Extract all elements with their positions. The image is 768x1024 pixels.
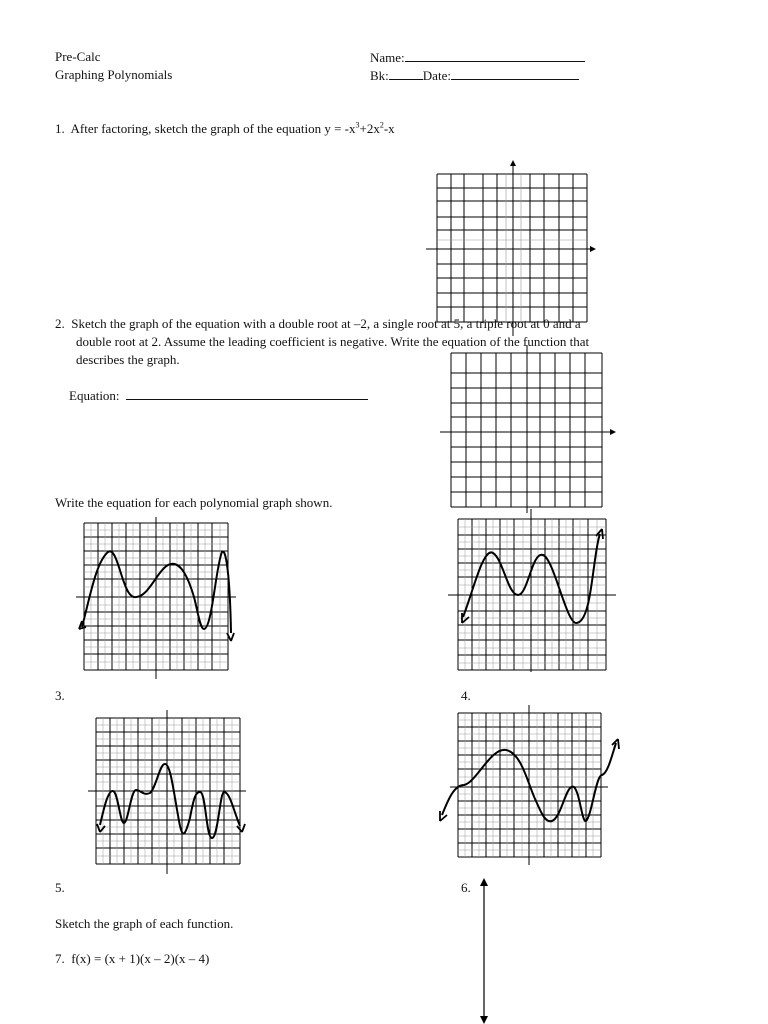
graph-6 bbox=[436, 705, 626, 865]
topic-label: Graphing Polynomials bbox=[55, 67, 173, 82]
name-label: Name: bbox=[370, 50, 405, 65]
q1-exp2: 2 bbox=[379, 120, 384, 130]
q2-number: 2. bbox=[55, 316, 65, 331]
date-label: Date: bbox=[422, 68, 451, 83]
name-blank bbox=[405, 49, 585, 62]
q1-suffix: -x bbox=[383, 121, 395, 136]
bk-blank bbox=[389, 67, 423, 80]
graph-5 bbox=[88, 708, 248, 876]
date-blank bbox=[451, 67, 579, 80]
graph-4 bbox=[448, 507, 618, 672]
section-write-equation: Write the equation for each polynomial graph shown. bbox=[55, 495, 333, 510]
q1-mid: +2x bbox=[359, 121, 380, 136]
equation-label: Equation: bbox=[69, 388, 120, 403]
q1-prefix: After factoring, sketch the graph of the equation y = -x bbox=[70, 121, 356, 136]
question-1 bbox=[55, 121, 395, 137]
q2-line-2: double root at 2. Assume the leading coefficient is negative. Write the equation of the function that bbox=[76, 334, 590, 349]
bk-date-line bbox=[370, 67, 579, 84]
q1-number: 1. bbox=[55, 121, 65, 136]
q1-grid bbox=[426, 160, 596, 340]
vertical-axis-arrow bbox=[478, 878, 490, 1024]
q7-number: 7. bbox=[55, 951, 65, 966]
q2-line-1: Sketch the graph of the equation with a double root at –2, a single root at 5, a triple root at 0 and a bbox=[71, 316, 581, 331]
question-2-line-1 bbox=[55, 316, 581, 332]
graph-label-4: 4. bbox=[461, 688, 471, 703]
graph-label-6: 6. bbox=[461, 880, 471, 895]
equation-line bbox=[69, 387, 368, 404]
graph-label-3: 3. bbox=[55, 688, 65, 703]
name-line bbox=[370, 49, 585, 66]
course-label: Pre-Calc bbox=[55, 49, 101, 64]
q7-function: f(x) = (x + 1)(x – 2)(x – 4) bbox=[71, 951, 210, 966]
equation-blank bbox=[126, 387, 368, 400]
q2-grid bbox=[440, 345, 616, 513]
bk-label: Bk: bbox=[370, 68, 389, 83]
question-7 bbox=[55, 951, 209, 967]
graph-label-5: 5. bbox=[55, 880, 65, 895]
graph-3 bbox=[76, 517, 246, 679]
section-sketch: Sketch the graph of each function. bbox=[55, 916, 234, 931]
q2-line-3: describes the graph. bbox=[76, 352, 180, 367]
q1-exp1: 3 bbox=[355, 120, 360, 130]
